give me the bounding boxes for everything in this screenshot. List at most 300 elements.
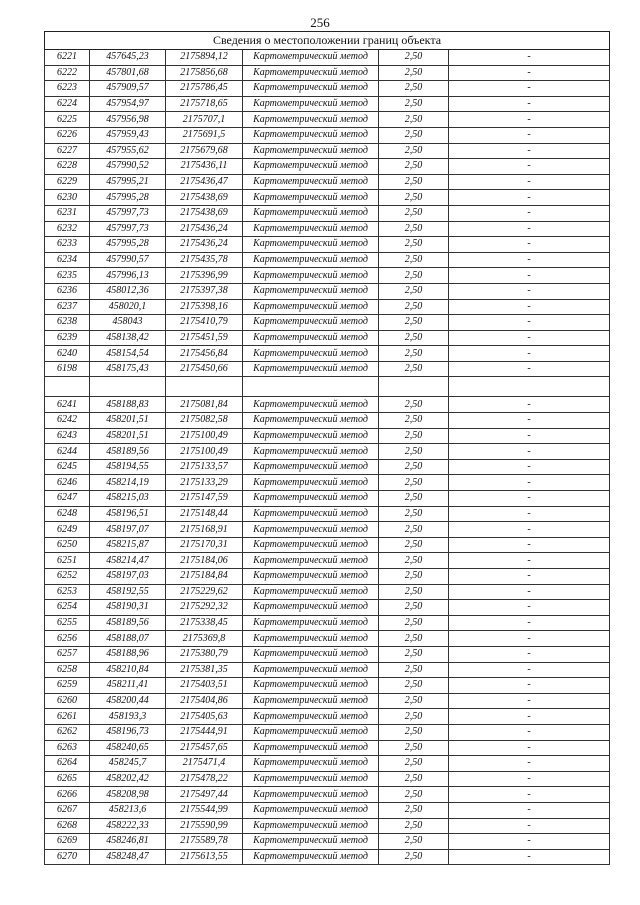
table-row xyxy=(45,771,610,787)
note-cell: - xyxy=(449,283,610,299)
method-cell: Картометрический метод xyxy=(243,662,379,678)
accuracy-cell: 2,50 xyxy=(379,221,449,237)
x-coordinate-cell: 458197,07 xyxy=(90,522,166,538)
point-number-cell: 6236 xyxy=(45,283,90,299)
point-number-cell: 6248 xyxy=(45,506,90,522)
note-cell: - xyxy=(449,787,610,803)
x-coordinate-cell: 457801,68 xyxy=(90,65,166,81)
table-row xyxy=(45,444,610,460)
y-coordinate-cell: 2175707,1 xyxy=(166,112,243,128)
table-row xyxy=(45,299,610,315)
y-coordinate-cell: 2175184,06 xyxy=(166,553,243,569)
accuracy-cell: 2,50 xyxy=(379,553,449,569)
y-coordinate-cell: 2175133,29 xyxy=(166,475,243,491)
table-row xyxy=(45,818,610,834)
method-cell: Картометрический метод xyxy=(243,506,379,522)
accuracy-cell: 2,50 xyxy=(379,709,449,725)
accuracy-cell: 2,50 xyxy=(379,631,449,647)
note-cell: - xyxy=(449,330,610,346)
x-coordinate-cell: 458210,84 xyxy=(90,662,166,678)
method-cell: Картометрический метод xyxy=(243,787,379,803)
note-cell: - xyxy=(449,818,610,834)
accuracy-cell: 2,50 xyxy=(379,81,449,97)
method-cell: Картометрический метод xyxy=(243,771,379,787)
x-coordinate-cell: 457956,98 xyxy=(90,112,166,128)
accuracy-cell: 2,50 xyxy=(379,315,449,331)
note-cell: - xyxy=(449,346,610,362)
x-coordinate-cell: 458215,87 xyxy=(90,537,166,553)
method-cell: Картометрический метод xyxy=(243,693,379,709)
x-coordinate-cell: 458200,44 xyxy=(90,693,166,709)
x-coordinate-cell: 457955,62 xyxy=(90,143,166,159)
accuracy-cell: 2,50 xyxy=(379,662,449,678)
table-row xyxy=(45,584,610,600)
method-cell: Картометрический метод xyxy=(243,678,379,694)
x-coordinate-cell: 458245,7 xyxy=(90,756,166,772)
note-cell: - xyxy=(449,361,610,377)
point-number-cell: 6225 xyxy=(45,112,90,128)
table-row xyxy=(45,600,610,616)
x-coordinate-cell: 458196,73 xyxy=(90,724,166,740)
point-number-cell: 6260 xyxy=(45,693,90,709)
point-number-cell: 6244 xyxy=(45,444,90,460)
x-coordinate-cell: 458222,33 xyxy=(90,818,166,834)
x-coordinate-cell: 458196,51 xyxy=(90,506,166,522)
point-number-cell: 6269 xyxy=(45,834,90,850)
table-row xyxy=(45,522,610,538)
method-cell: Картометрический метод xyxy=(243,646,379,662)
accuracy-cell: 2,50 xyxy=(379,205,449,221)
accuracy-cell: 2,50 xyxy=(379,584,449,600)
note-cell: - xyxy=(449,127,610,143)
y-coordinate-cell: 2175590,99 xyxy=(166,818,243,834)
x-coordinate-cell: 458248,47 xyxy=(90,849,166,865)
accuracy-cell: 2,50 xyxy=(379,252,449,268)
point-number-cell: 6255 xyxy=(45,615,90,631)
y-coordinate-cell: 2175435,78 xyxy=(166,252,243,268)
table-row xyxy=(45,159,610,175)
note-cell: - xyxy=(449,537,610,553)
note-cell: - xyxy=(449,96,610,112)
method-cell: Картометрический метод xyxy=(243,283,379,299)
y-coordinate-cell: 2175082,58 xyxy=(166,413,243,429)
point-number-cell: 6227 xyxy=(45,143,90,159)
table-row xyxy=(45,330,610,346)
point-number-cell: 6238 xyxy=(45,315,90,331)
method-cell: Картометрический метод xyxy=(243,740,379,756)
point-number-cell: 6247 xyxy=(45,491,90,507)
table-row xyxy=(45,221,610,237)
x-coordinate-cell: 457959,43 xyxy=(90,127,166,143)
y-coordinate-cell: 2175410,79 xyxy=(166,315,243,331)
note-cell: - xyxy=(449,615,610,631)
table-row xyxy=(45,81,610,97)
note-cell: - xyxy=(449,522,610,538)
table-row xyxy=(45,361,610,377)
accuracy-cell: 2,50 xyxy=(379,428,449,444)
point-number-cell: 6245 xyxy=(45,459,90,475)
accuracy-cell: 2,50 xyxy=(379,678,449,694)
page-number: 256 xyxy=(310,15,330,30)
x-coordinate-cell: 458214,47 xyxy=(90,553,166,569)
accuracy-cell: 2,50 xyxy=(379,693,449,709)
y-coordinate-cell: 2175405,63 xyxy=(166,709,243,725)
accuracy-cell: 2,50 xyxy=(379,397,449,413)
note-cell xyxy=(449,377,610,397)
accuracy-cell: 2,50 xyxy=(379,834,449,850)
point-number-cell xyxy=(45,377,90,397)
note-cell: - xyxy=(449,174,610,190)
method-cell: Картометрический метод xyxy=(243,361,379,377)
accuracy-cell: 2,50 xyxy=(379,50,449,66)
x-coordinate-cell: 458043 xyxy=(90,315,166,331)
note-cell: - xyxy=(449,678,610,694)
table-row xyxy=(45,428,610,444)
x-coordinate-cell: 457996,13 xyxy=(90,268,166,284)
y-coordinate-cell: 2175147,59 xyxy=(166,491,243,507)
point-number-cell: 6263 xyxy=(45,740,90,756)
table-row xyxy=(45,802,610,818)
point-number-cell: 6266 xyxy=(45,787,90,803)
point-number-cell: 6223 xyxy=(45,81,90,97)
coordinates-table xyxy=(44,31,610,865)
method-cell: Картометрический метод xyxy=(243,756,379,772)
point-number-cell: 6228 xyxy=(45,159,90,175)
x-coordinate-cell: 458020,1 xyxy=(90,299,166,315)
note-cell: - xyxy=(449,444,610,460)
accuracy-cell: 2,50 xyxy=(379,459,449,475)
method-cell: Картометрический метод xyxy=(243,413,379,429)
method-cell: Картометрический метод xyxy=(243,221,379,237)
note-cell: - xyxy=(449,268,610,284)
accuracy-cell: 2,50 xyxy=(379,818,449,834)
y-coordinate-cell: 2175544,99 xyxy=(166,802,243,818)
accuracy-cell: 2,50 xyxy=(379,756,449,772)
x-coordinate-cell: 458197,03 xyxy=(90,569,166,585)
accuracy-cell: 2,50 xyxy=(379,569,449,585)
accuracy-cell: 2,50 xyxy=(379,537,449,553)
method-cell: Картометрический метод xyxy=(243,709,379,725)
x-coordinate-cell: 458211,41 xyxy=(90,678,166,694)
note-cell: - xyxy=(449,771,610,787)
x-coordinate-cell: 457909,57 xyxy=(90,81,166,97)
note-cell: - xyxy=(449,205,610,221)
point-number-cell: 6198 xyxy=(45,361,90,377)
y-coordinate-cell: 2175478,22 xyxy=(166,771,243,787)
y-coordinate-cell: 2175168,91 xyxy=(166,522,243,538)
note-cell: - xyxy=(449,756,610,772)
y-coordinate-cell: 2175436,24 xyxy=(166,237,243,253)
point-number-cell: 6249 xyxy=(45,522,90,538)
y-coordinate-cell: 2175613,55 xyxy=(166,849,243,865)
y-coordinate-cell: 2175444,91 xyxy=(166,724,243,740)
method-cell: Картометрический метод xyxy=(243,491,379,507)
accuracy-cell: 2,50 xyxy=(379,724,449,740)
table-row xyxy=(45,537,610,553)
x-coordinate-cell: 457645,23 xyxy=(90,50,166,66)
method-cell: Картометрический метод xyxy=(243,81,379,97)
point-number-cell: 6264 xyxy=(45,756,90,772)
method-cell: Картометрический метод xyxy=(243,50,379,66)
point-number-cell: 6229 xyxy=(45,174,90,190)
y-coordinate-cell: 2175081,84 xyxy=(166,397,243,413)
note-cell: - xyxy=(449,237,610,253)
table-row xyxy=(45,724,610,740)
method-cell: Картометрический метод xyxy=(243,299,379,315)
table-row xyxy=(45,709,610,725)
method-cell: Картометрический метод xyxy=(243,96,379,112)
y-coordinate-cell: 2175398,16 xyxy=(166,299,243,315)
table-row xyxy=(45,662,610,678)
point-number-cell: 6259 xyxy=(45,678,90,694)
method-cell: Картометрический метод xyxy=(243,849,379,865)
note-cell: - xyxy=(449,459,610,475)
accuracy-cell: 2,50 xyxy=(379,787,449,803)
point-number-cell: 6235 xyxy=(45,268,90,284)
accuracy-cell: 2,50 xyxy=(379,802,449,818)
table-row xyxy=(45,252,610,268)
table-row xyxy=(45,190,610,206)
y-coordinate-cell: 2175436,11 xyxy=(166,159,243,175)
x-coordinate-cell: 458138,42 xyxy=(90,330,166,346)
method-cell: Картометрический метод xyxy=(243,537,379,553)
y-coordinate-cell: 2175369,8 xyxy=(166,631,243,647)
x-coordinate-cell: 458189,56 xyxy=(90,444,166,460)
point-number-cell: 6240 xyxy=(45,346,90,362)
method-cell: Картометрический метод xyxy=(243,237,379,253)
y-coordinate-cell: 2175438,69 xyxy=(166,190,243,206)
y-coordinate-cell: 2175679,68 xyxy=(166,143,243,159)
method-cell: Картометрический метод xyxy=(243,65,379,81)
point-number-cell: 6237 xyxy=(45,299,90,315)
y-coordinate-cell: 2175403,51 xyxy=(166,678,243,694)
point-number-cell: 6221 xyxy=(45,50,90,66)
method-cell: Картометрический метод xyxy=(243,330,379,346)
point-number-cell: 6239 xyxy=(45,330,90,346)
method-cell: Картометрический метод xyxy=(243,631,379,647)
point-number-cell: 6258 xyxy=(45,662,90,678)
x-coordinate-cell: 458208,98 xyxy=(90,787,166,803)
point-number-cell: 6253 xyxy=(45,584,90,600)
table-row xyxy=(45,646,610,662)
accuracy-cell: 2,50 xyxy=(379,112,449,128)
point-number-cell: 6265 xyxy=(45,771,90,787)
y-coordinate-cell: 2175497,44 xyxy=(166,787,243,803)
table-row xyxy=(45,678,610,694)
note-cell: - xyxy=(449,428,610,444)
point-number-cell: 6224 xyxy=(45,96,90,112)
table-row xyxy=(45,143,610,159)
x-coordinate-cell: 458188,96 xyxy=(90,646,166,662)
table-row xyxy=(45,377,610,397)
table-row xyxy=(45,315,610,331)
y-coordinate-cell: 2175457,65 xyxy=(166,740,243,756)
y-coordinate-cell: 2175856,68 xyxy=(166,65,243,81)
table-body xyxy=(45,50,610,865)
x-coordinate-cell: 457997,73 xyxy=(90,205,166,221)
accuracy-cell: 2,50 xyxy=(379,771,449,787)
point-number-cell: 6233 xyxy=(45,237,90,253)
y-coordinate-cell: 2175338,45 xyxy=(166,615,243,631)
note-cell: - xyxy=(449,475,610,491)
table-row xyxy=(45,459,610,475)
table-caption: Сведения о местоположении границ объекта xyxy=(45,32,610,50)
y-coordinate-cell: 2175396,99 xyxy=(166,268,243,284)
table-row xyxy=(45,346,610,362)
x-coordinate-cell: 458201,51 xyxy=(90,428,166,444)
point-number-cell: 6226 xyxy=(45,127,90,143)
x-coordinate-cell: 458194,55 xyxy=(90,459,166,475)
y-coordinate-cell: 2175894,12 xyxy=(166,50,243,66)
x-coordinate-cell: 458154,54 xyxy=(90,346,166,362)
point-number-cell: 6267 xyxy=(45,802,90,818)
x-coordinate-cell: 457997,73 xyxy=(90,221,166,237)
table-row xyxy=(45,553,610,569)
point-number-cell: 6251 xyxy=(45,553,90,569)
accuracy-cell: 2,50 xyxy=(379,506,449,522)
table-row xyxy=(45,268,610,284)
table-row xyxy=(45,631,610,647)
method-cell xyxy=(243,377,379,397)
table-caption-row xyxy=(45,32,610,50)
point-number-cell: 6241 xyxy=(45,397,90,413)
accuracy-cell: 2,50 xyxy=(379,96,449,112)
method-cell: Картометрический метод xyxy=(243,112,379,128)
accuracy-cell: 2,50 xyxy=(379,65,449,81)
table-row xyxy=(45,237,610,253)
method-cell: Картометрический метод xyxy=(243,600,379,616)
accuracy-cell: 2,50 xyxy=(379,299,449,315)
y-coordinate-cell: 2175380,79 xyxy=(166,646,243,662)
method-cell: Картометрический метод xyxy=(243,268,379,284)
y-coordinate-cell: 2175229,62 xyxy=(166,584,243,600)
x-coordinate-cell: 458188,83 xyxy=(90,397,166,413)
table-row xyxy=(45,413,610,429)
x-coordinate-cell: 458189,56 xyxy=(90,615,166,631)
x-coordinate-cell: 458214,19 xyxy=(90,475,166,491)
y-coordinate-cell: 2175718,65 xyxy=(166,96,243,112)
method-cell: Картометрический метод xyxy=(243,802,379,818)
point-number-cell: 6242 xyxy=(45,413,90,429)
accuracy-cell: 2,50 xyxy=(379,849,449,865)
note-cell: - xyxy=(449,849,610,865)
method-cell: Картометрический метод xyxy=(243,475,379,491)
accuracy-cell: 2,50 xyxy=(379,413,449,429)
point-number-cell: 6234 xyxy=(45,252,90,268)
method-cell: Картометрический метод xyxy=(243,584,379,600)
accuracy-cell: 2,50 xyxy=(379,491,449,507)
point-number-cell: 6232 xyxy=(45,221,90,237)
y-coordinate-cell: 2175436,47 xyxy=(166,174,243,190)
table-row xyxy=(45,127,610,143)
y-coordinate-cell: 2175133,57 xyxy=(166,459,243,475)
y-coordinate-cell: 2175456,84 xyxy=(166,346,243,362)
note-cell: - xyxy=(449,709,610,725)
table-row xyxy=(45,506,610,522)
table-row xyxy=(45,491,610,507)
method-cell: Картометрический метод xyxy=(243,428,379,444)
accuracy-cell: 2,50 xyxy=(379,600,449,616)
x-coordinate-cell: 457954,97 xyxy=(90,96,166,112)
y-coordinate-cell: 2175404,86 xyxy=(166,693,243,709)
table-row xyxy=(45,50,610,66)
note-cell: - xyxy=(449,252,610,268)
x-coordinate-cell: 457995,28 xyxy=(90,237,166,253)
point-number-cell: 6257 xyxy=(45,646,90,662)
y-coordinate-cell: 2175471,4 xyxy=(166,756,243,772)
x-coordinate-cell: 458240,65 xyxy=(90,740,166,756)
accuracy-cell: 2,50 xyxy=(379,361,449,377)
point-number-cell: 6262 xyxy=(45,724,90,740)
accuracy-cell: 2,50 xyxy=(379,268,449,284)
note-cell: - xyxy=(449,724,610,740)
x-coordinate-cell: 458201,51 xyxy=(90,413,166,429)
table-row xyxy=(45,174,610,190)
note-cell: - xyxy=(449,50,610,66)
note-cell: - xyxy=(449,143,610,159)
accuracy-cell: 2,50 xyxy=(379,646,449,662)
note-cell: - xyxy=(449,553,610,569)
y-coordinate-cell: 2175589,78 xyxy=(166,834,243,850)
note-cell: - xyxy=(449,600,610,616)
x-coordinate-cell: 458215,03 xyxy=(90,491,166,507)
y-coordinate-cell: 2175381,35 xyxy=(166,662,243,678)
y-coordinate-cell: 2175786,45 xyxy=(166,81,243,97)
x-coordinate-cell: 457995,21 xyxy=(90,174,166,190)
x-coordinate-cell: 457995,28 xyxy=(90,190,166,206)
note-cell: - xyxy=(449,190,610,206)
table-row xyxy=(45,615,610,631)
method-cell: Картометрический метод xyxy=(243,818,379,834)
point-number-cell: 6261 xyxy=(45,709,90,725)
y-coordinate-cell: 2175292,32 xyxy=(166,600,243,616)
point-number-cell: 6252 xyxy=(45,569,90,585)
note-cell: - xyxy=(449,693,610,709)
note-cell: - xyxy=(449,662,610,678)
y-coordinate-cell: 2175450,66 xyxy=(166,361,243,377)
accuracy-cell: 2,50 xyxy=(379,174,449,190)
table-row xyxy=(45,756,610,772)
method-cell: Картометрический метод xyxy=(243,159,379,175)
x-coordinate-cell xyxy=(90,377,166,397)
accuracy-cell: 2,50 xyxy=(379,330,449,346)
accuracy-cell: 2,50 xyxy=(379,475,449,491)
note-cell: - xyxy=(449,491,610,507)
y-coordinate-cell: 2175436,24 xyxy=(166,221,243,237)
note-cell: - xyxy=(449,397,610,413)
accuracy-cell xyxy=(379,377,449,397)
y-coordinate-cell: 2175100,49 xyxy=(166,428,243,444)
y-coordinate-cell: 2175148,44 xyxy=(166,506,243,522)
accuracy-cell: 2,50 xyxy=(379,159,449,175)
point-number-cell: 6270 xyxy=(45,849,90,865)
x-coordinate-cell: 458190,31 xyxy=(90,600,166,616)
point-number-cell: 6243 xyxy=(45,428,90,444)
method-cell: Картометрический метод xyxy=(243,127,379,143)
x-coordinate-cell: 458175,43 xyxy=(90,361,166,377)
x-coordinate-cell: 458213,6 xyxy=(90,802,166,818)
accuracy-cell: 2,50 xyxy=(379,283,449,299)
note-cell: - xyxy=(449,506,610,522)
accuracy-cell: 2,50 xyxy=(379,190,449,206)
note-cell: - xyxy=(449,81,610,97)
note-cell: - xyxy=(449,315,610,331)
accuracy-cell: 2,50 xyxy=(379,615,449,631)
table-row xyxy=(45,65,610,81)
point-number-cell: 6230 xyxy=(45,190,90,206)
table-row xyxy=(45,849,610,865)
method-cell: Картометрический метод xyxy=(243,459,379,475)
